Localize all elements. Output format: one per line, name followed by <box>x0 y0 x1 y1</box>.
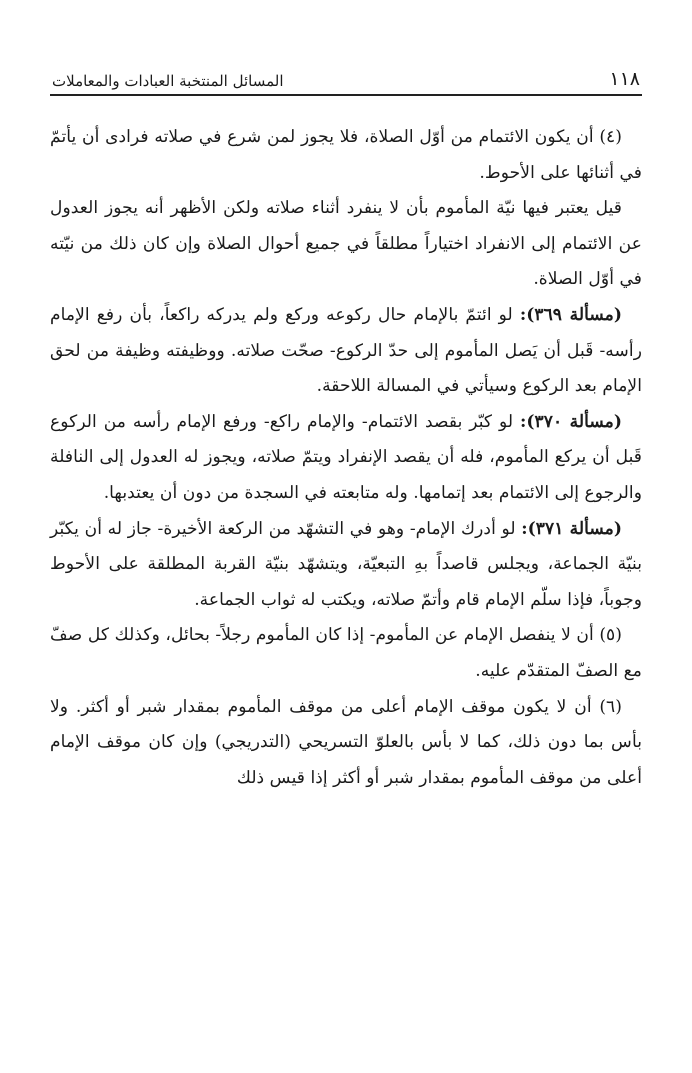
issue-label: (مسألة ٣٦٩): <box>519 304 622 325</box>
paragraph <box>50 298 642 405</box>
issue-label: (مسألة ٣٧١): <box>521 518 622 539</box>
paragraph <box>50 405 642 512</box>
paragraph <box>50 191 642 298</box>
paragraph-text: (٥) أن لا ينفصل الإمام عن المأموم- إذا كان المأموم رجلاً- بحائل، وكذلك كل صفّ مع الصفّ المتقدّم عليه. <box>50 625 642 681</box>
running-header <box>50 62 642 96</box>
paragraph-text: لو كبّر بقصد الائتمام- والإمام راكع- ورفع الإمام رأسه من الركوع قَبل أن يركع المأموم، فله أن يقصد الإنفراد ويتمّ صلاته، ويجوز له العدول إلى النافلة والرجوع إلى الائتمام بعد إتمامها. وله متابعته في السجدة من دون أن يعتدبها. <box>50 411 642 503</box>
paragraph <box>50 512 642 619</box>
paragraph-text: لو أدرك الإمام- وهو في التشهّد من الركعة الأخيرة- جاز له أن يكبّر بنيّة الجماعة، ويجلس قاصداً بهِ التبعيّة، ويتشهّد بنيّة القربة المطلقة على الأحوط وجوباً، فإذا سلّم الإمام قام وأتمّ صلاته، ويكتب له ثواب الجماعة. <box>50 518 642 610</box>
body-text <box>50 120 642 796</box>
paragraph-text: قيل يعتبر فيها نيّة المأموم بأن لا ينفرد أثناء صلاته ولكن الأظهر أنه يجوز العدول عن الائتمام إلى الانفراد اختياراً مطلقاً في جميع أحوال الصلاة وإن كان ذلك من نيّته في أوّل الصلاة. <box>50 198 642 290</box>
book-title: المسائل المنتخبة العبادات والمعاملات <box>52 72 284 90</box>
paragraph <box>50 120 642 191</box>
paragraph-text: (٦) أن لا يكون موقف الإمام أعلى من موقف المأموم بمقدار شبر أو أكثر. ولا بأس بما دون ذلك، كما لا بأس بالعلوّ التسريحي (التدريجي) وإن كان موقف الإمام أعلى من موقف المأموم بمقدار شبر أو أكثر إذا قيس ذلك <box>50 696 642 788</box>
page <box>50 62 642 1063</box>
issue-label: (مسألة ٣٧٠): <box>520 411 622 432</box>
paragraph <box>50 618 642 689</box>
page-number: ١١٨ <box>609 68 640 90</box>
paragraph-text: (٤) أن يكون الائتمام من أوّل الصلاة، فلا يجوز لمن شرع في صلاته فرادى أن يأتمّ في أثنائها على الأحوط. <box>50 127 642 183</box>
paragraph-text: لو ائتمّ بالإمام حال ركوعه وركع ولم يدركه راكعاً، بأن رفع الإمام رأسه- قَبل أن يَصل المأموم إلى حدّ الركوع- صحّت صلاته. ووظيفته وظيفة من لحق الإمام بعد الركوع وسيأتي في المسالة اللاحقة. <box>50 304 642 397</box>
paragraph <box>50 690 642 797</box>
